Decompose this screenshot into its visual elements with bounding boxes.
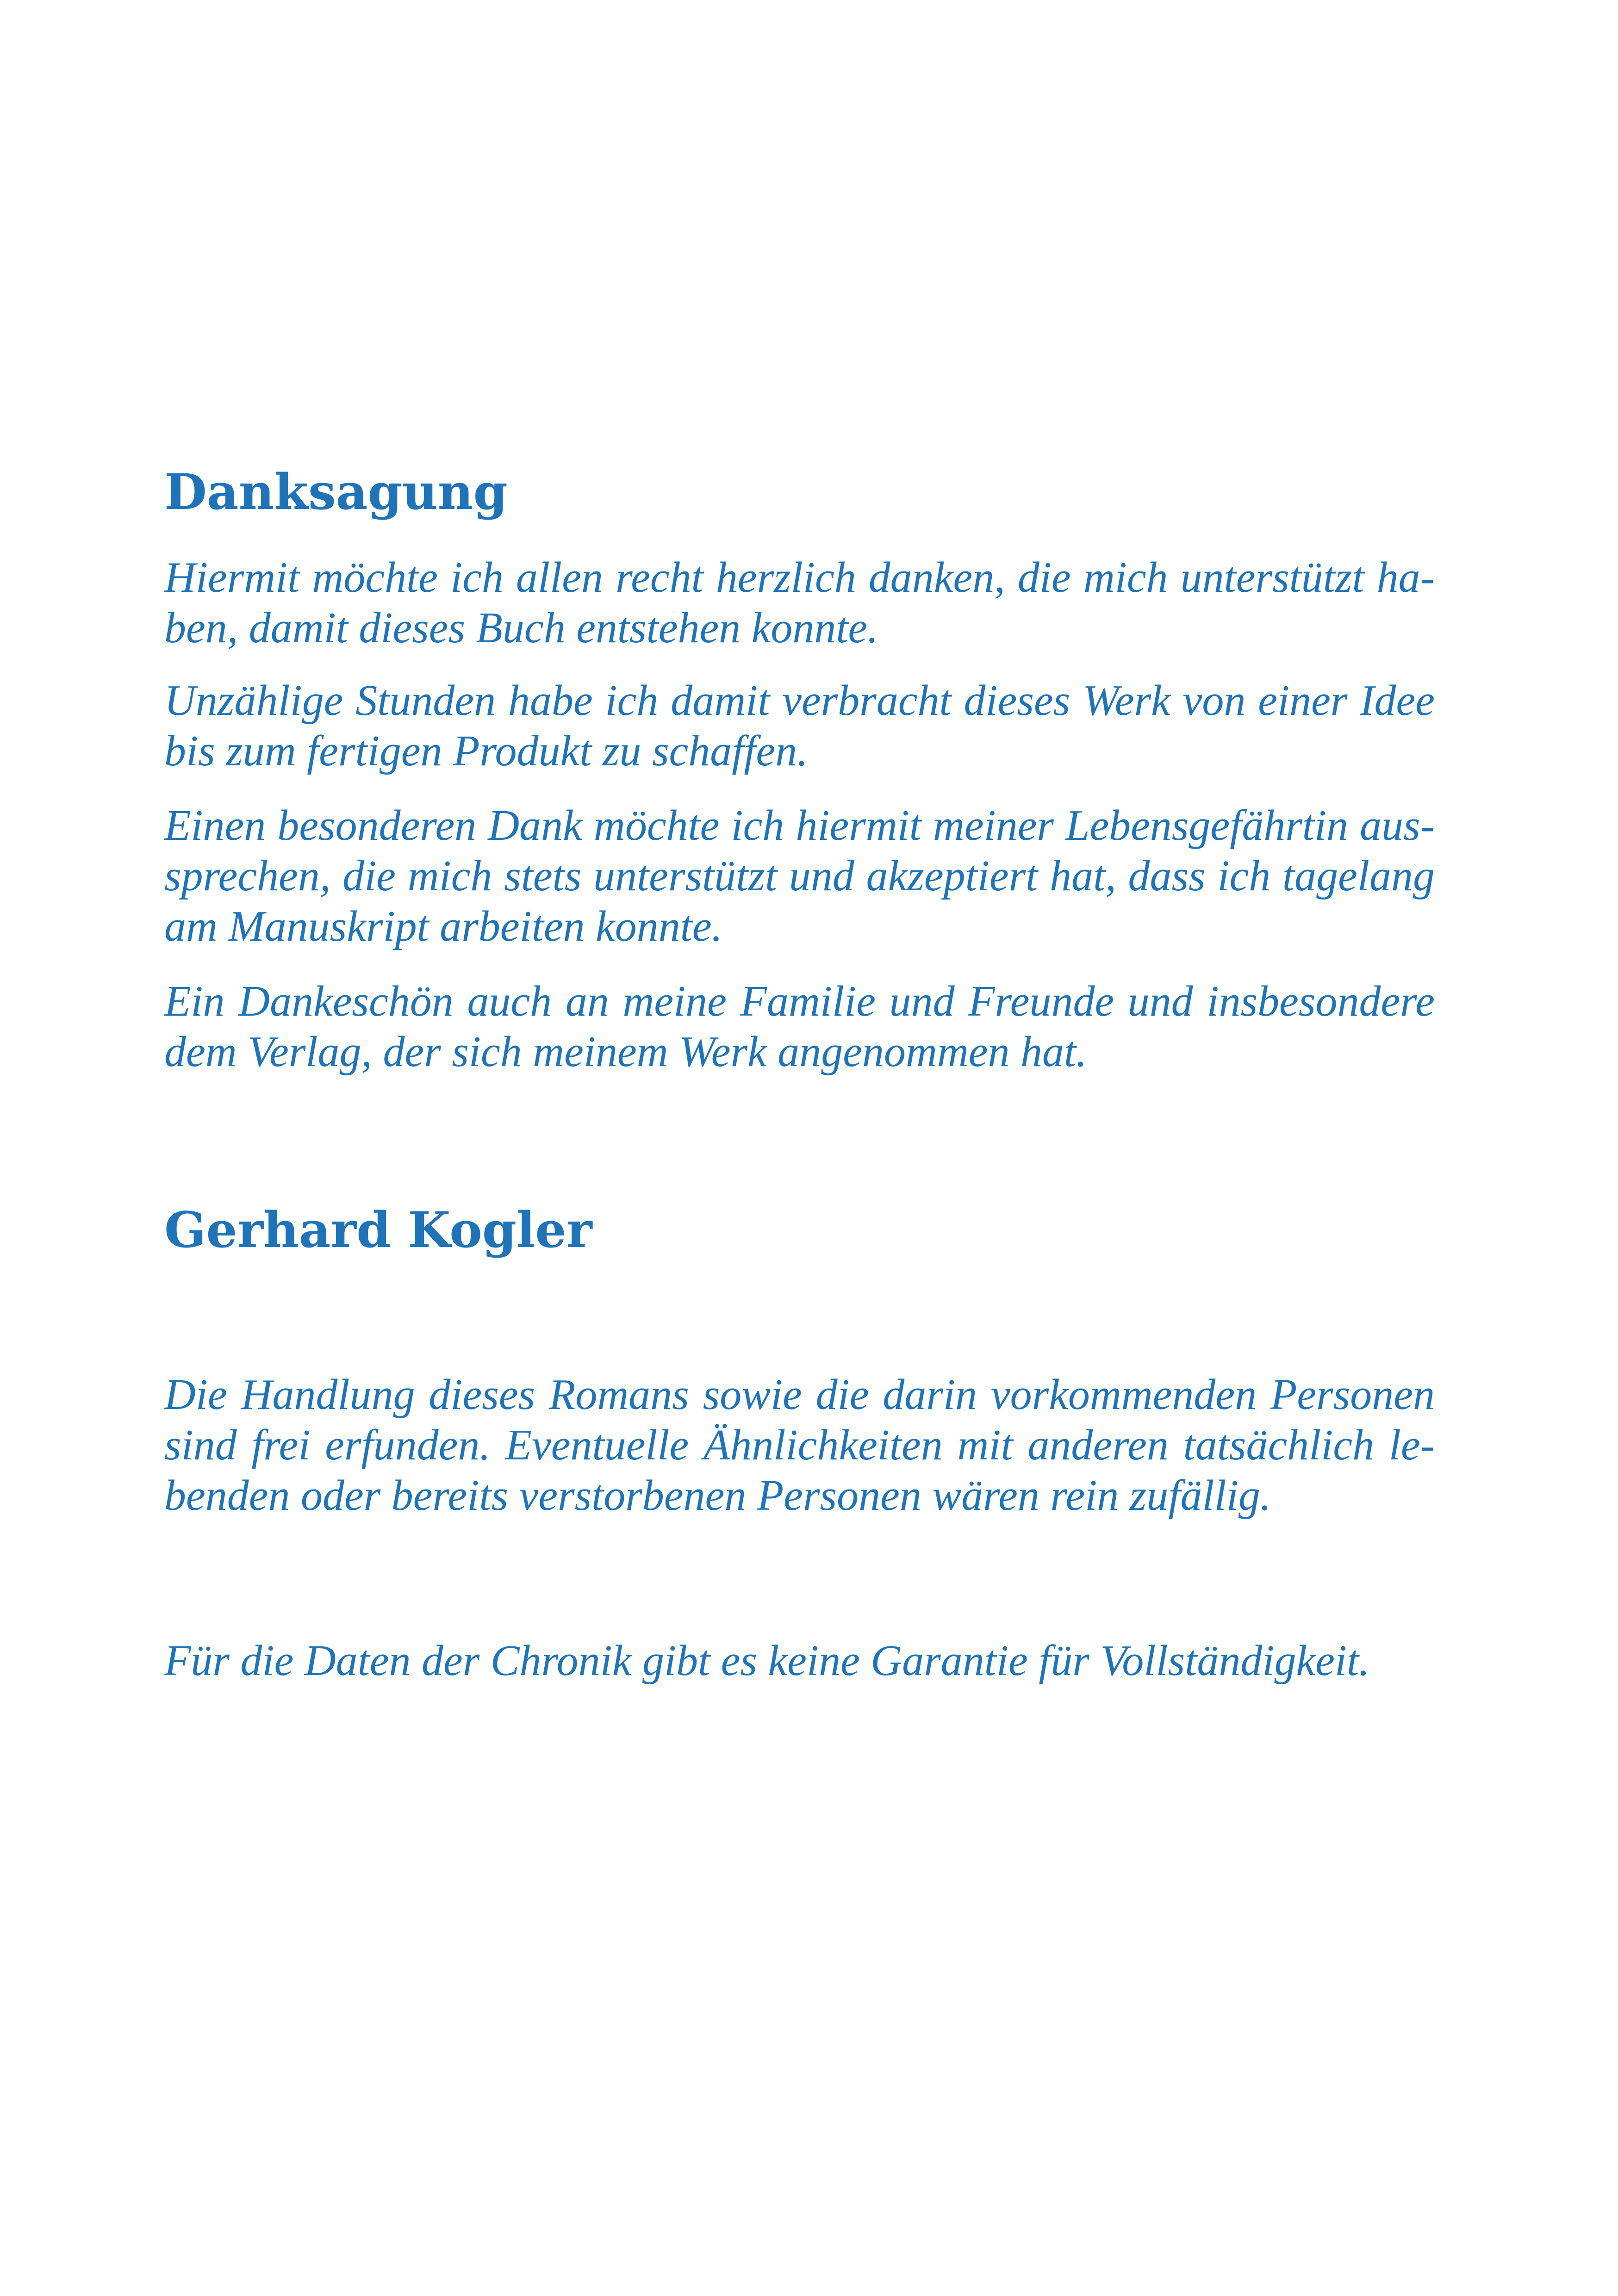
paragraph-line: bis zum fertigen Produkt zu schaffen. [164,727,808,775]
acknowledgements-heading: Danksagung [164,463,508,521]
paragraph-line: Unzählige Stunden habe ich damit verbracht dieses Werk von einer Idee [164,676,1435,725]
paragraph-line: Hiermit möchte ich allen recht herzlich danken, die mich unterstützt ha- [164,553,1435,602]
paragraph-line: sprechen, die mich stets unterstützt und akzeptiert hat, dass ich tagelang [164,852,1435,900]
acknowledgement-paragraph-3 [164,800,1435,952]
paragraph-line: Ein Dankeschön auch an meine Familie und Freunde und insbesondere [164,977,1435,1025]
fiction-disclaimer [164,1370,1435,1521]
paragraph-line: ben, damit dieses Buch entstehen konnte. [164,604,878,652]
paragraph-line: dem Verlag, der sich meinem Werk angenommen hat. [164,1028,1087,1076]
paragraph-line: Einen besonderen Dank möchte ich hiermit meiner Lebensgefährtin aus- [164,801,1435,850]
paragraph-line: sind frei erfunden. Eventuelle Ähnlichkeiten mit anderen tatsächlich le- [164,1421,1435,1469]
paragraph-line: benden oder bereits verstorbenen Personen wären rein zufällig. [164,1471,1271,1520]
paragraph-line: Für die Daten der Chronik gibt es keine Garantie für Vollständigkeit. [164,1637,1370,1685]
acknowledgement-paragraph-4 [164,976,1435,1077]
acknowledgement-paragraph-2 [164,676,1435,776]
chronicle-disclaimer [164,1636,1435,1686]
acknowledgement-paragraph-1 [164,552,1435,653]
paragraph-line: Die Handlung dieses Romans sowie die darin vorkommenden Personen [164,1371,1435,1419]
paragraph-line: am Manuskript arbeiten konnte. [164,902,723,950]
author-name: Gerhard Kogler [164,1201,592,1259]
